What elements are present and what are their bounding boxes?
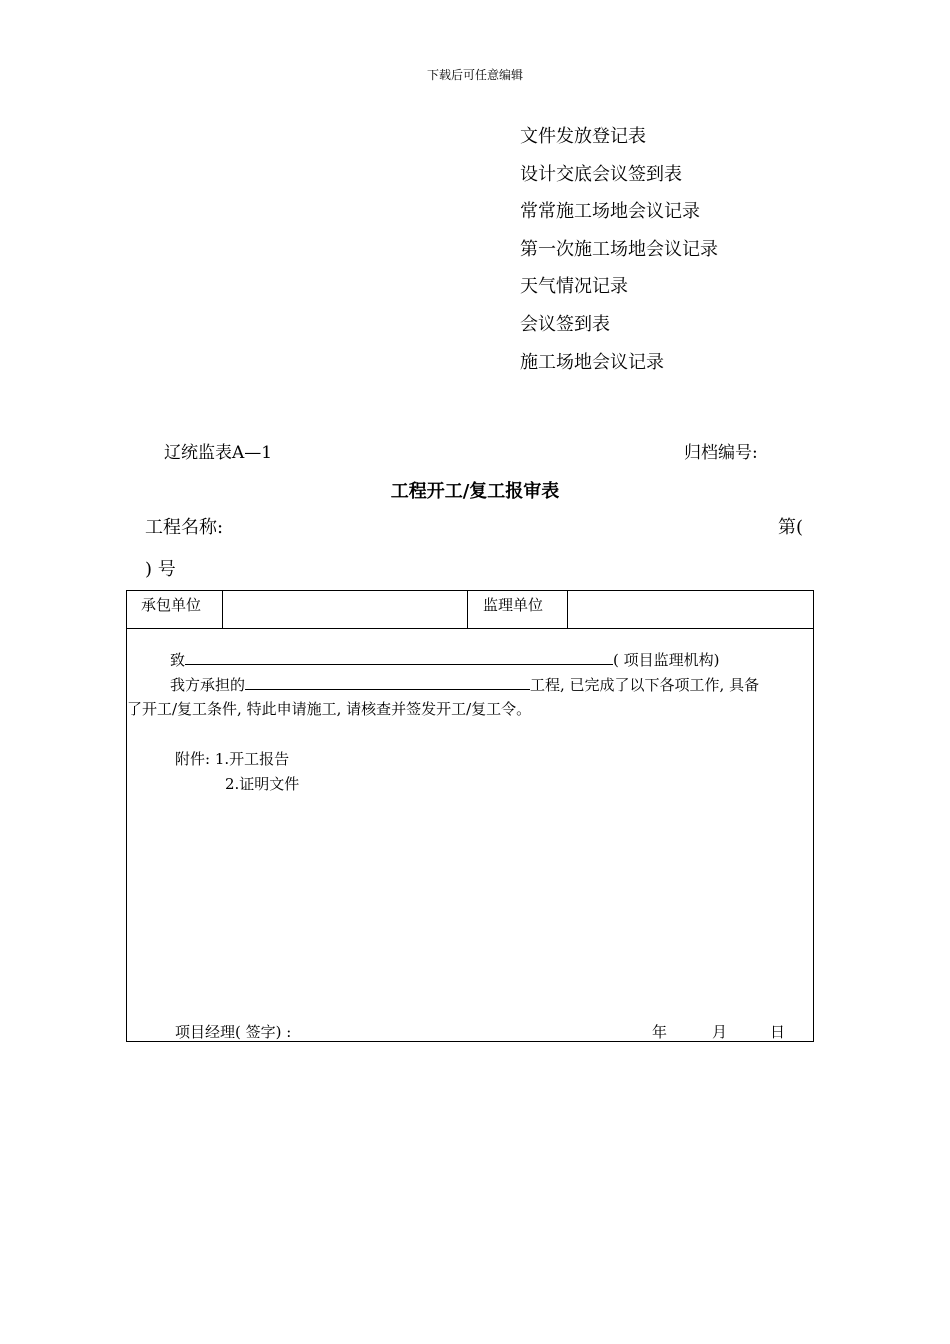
document-list-item: 天气情况记录 [520,276,628,298]
archive-number-label: 归档编号: [684,443,758,463]
conditions-text: 了开工/复工条件, 特此申请施工, 请核查并签发开工/复工令。 [127,700,532,718]
to-line [170,649,720,670]
form-code: 辽统监表A—1 [164,443,273,463]
to-prefix: 致 [170,651,186,669]
contractor-label: 承包单位 [141,596,202,614]
application-form-table [126,590,814,1042]
document-list-item: 第一次施工场地会议记录 [520,238,718,260]
document-list-item: 施工场地会议记录 [520,351,664,373]
attachment-line [175,748,289,769]
cell-divider [567,591,568,628]
cell-divider [222,591,223,628]
document-list-item: 文件发放登记表 [520,126,646,147]
document-list-item: 常常施工场地会议记录 [520,201,700,223]
supervisor-org-blank[interactable] [185,650,613,665]
cell-divider [467,591,468,628]
project-name-label: 工程名称: [145,517,224,538]
commit-prefix: 我方承担的 [170,676,246,694]
supervisor-label: 监理单位 [483,596,544,614]
commitment-line [170,674,759,695]
number-prefix: 第( [778,517,804,538]
date-year: 年 [652,1023,668,1041]
date-month: 月 [712,1023,728,1041]
attachments-label: 附件: [175,750,211,768]
attachment-item: 2.证明文件 [225,775,300,793]
table-header-row [127,591,813,629]
project-blank[interactable] [245,675,530,690]
date-day: 日 [770,1023,786,1041]
form-title: 工程开工/复工报审表 [390,481,560,502]
commit-suffix: 工程, 已完成了以下各项工作, 具备 [530,676,760,694]
attachment-item: 1.开工报告 [214,750,290,768]
document-list [520,124,718,387]
signature-label: 项目经理( 签字) : [175,1023,292,1041]
document-list-item: 设计交底会议签到表 [520,163,682,185]
to-suffix: ( 项目监理机构) [613,651,720,669]
document-list-item: 会议签到表 [520,313,610,335]
number-suffix: ) 号 [145,559,176,580]
header-note: 下载后可任意编辑 [426,68,523,82]
